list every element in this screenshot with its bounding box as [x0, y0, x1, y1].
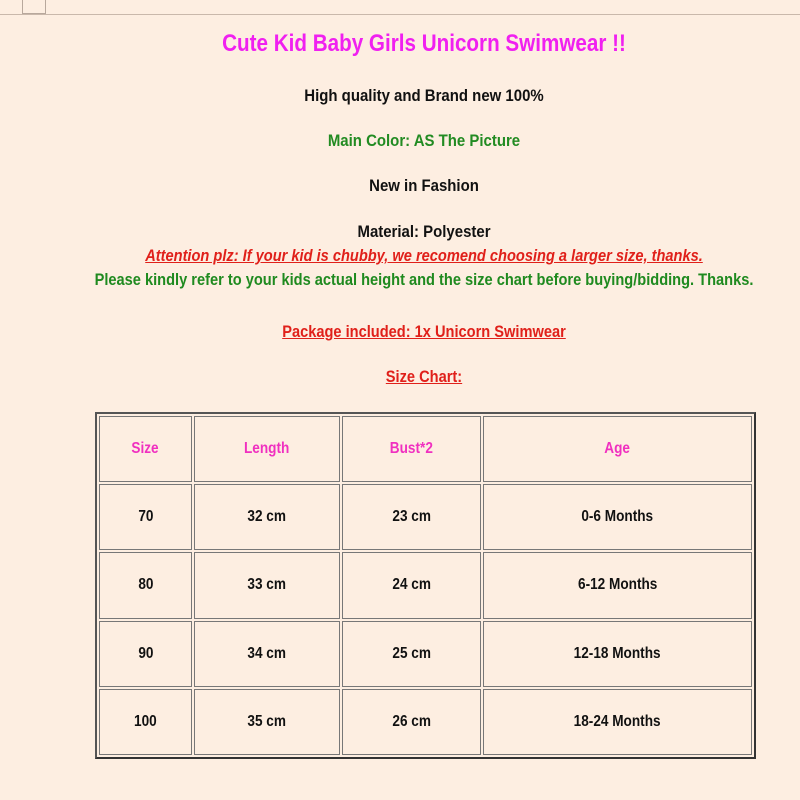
cell-age: 6-12 Months: [483, 552, 752, 618]
cell-length: 35 cm: [194, 689, 340, 755]
header-size: Size: [99, 416, 192, 482]
cell-bust: 26 cm: [342, 689, 481, 755]
header-bust: Bust*2: [342, 416, 481, 482]
fashion-line: New in Fashion: [369, 176, 479, 195]
cell-size: 80: [99, 552, 192, 618]
corner-box: [22, 0, 46, 14]
cell-size: 70: [99, 484, 192, 550]
main-color-line: Main Color: AS The Picture: [327, 131, 521, 150]
cell-length: 33 cm: [194, 552, 340, 618]
size-chart-table: [95, 412, 756, 759]
table-row: [99, 621, 752, 687]
package-line: Package included: 1x Unicorn Swimwear: [282, 322, 566, 341]
cell-size: 90: [99, 621, 192, 687]
cell-bust: 24 cm: [342, 552, 481, 618]
cell-length: 32 cm: [194, 484, 340, 550]
table-row: [99, 552, 752, 618]
cell-size: 100: [99, 689, 192, 755]
material-line: Material: Polyester: [357, 222, 491, 241]
kindly-refer-line: Please kindly refer to your kids actual height and the size chart before buying/bidding. Thanks.: [94, 270, 754, 289]
header-age: Age: [483, 416, 752, 482]
table-row: [99, 689, 752, 755]
table-row: [99, 484, 752, 550]
cell-bust: 23 cm: [342, 484, 481, 550]
cell-bust: 25 cm: [342, 621, 481, 687]
cell-age: 0-6 Months: [483, 484, 752, 550]
top-border: [0, 0, 800, 15]
page-title: Cute Kid Baby Girls Unicorn Swimwear !!: [222, 30, 626, 57]
cell-length: 34 cm: [194, 621, 340, 687]
quality-line: High quality and Brand new 100%: [304, 86, 544, 105]
cell-age: 12-18 Months: [483, 621, 752, 687]
attention-line: Attention plz: If your kid is chubby, we recomend choosing a larger size, thanks.: [145, 246, 703, 265]
cell-age: 18-24 Months: [483, 689, 752, 755]
table-header-row: [99, 416, 752, 482]
header-length: Length: [194, 416, 340, 482]
size-chart-heading: Size Chart:: [385, 367, 463, 386]
